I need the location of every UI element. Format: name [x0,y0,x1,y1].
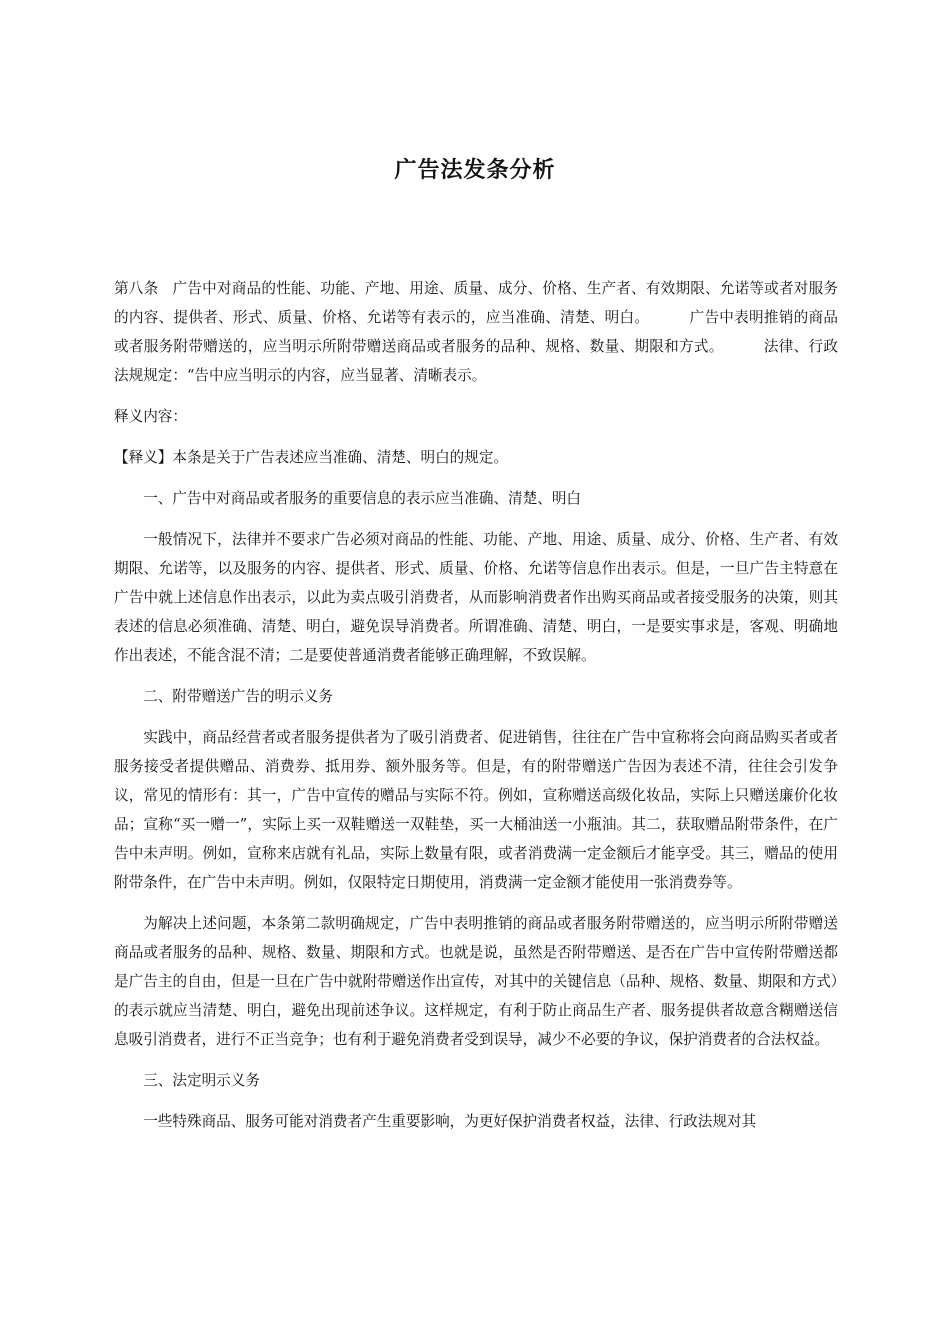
document-body [114,274,838,1148]
interpretation-label: 释义内容： [114,408,187,425]
section-3-paragraph: 一些特殊商品、服务可能对消费者产生重要影响，为更好保护消费者权益，法律、行政法规对其 [143,1113,757,1130]
document-title: 广告法发条分析 [394,158,556,183]
section-2-paragraph: 实践中，商品经营者或者服务提供者为了吸引消费者、促进销售，往往在广告中宣称将会向商品购买者或者服务接受者提供赠品、消费券、抵用券、额外服务等。但是，有的附带赠送广告因为表述不清，往往会引发争议，常见的情形有：其一，广告中宣传的赠品与实际不符。例如，宣称赠送高级化妆品，实际上只赠送廉价化妆品；宣称“买一赠一”，实际上买一双鞋赠送一双鞋垫，买一大桶油送一小瓶油。其二，获取赠品附带条件，在广告中未声明。例如，宣称来店就有礼品，实际上数量有限，或者消费满一定金额后才能享受。其三，赠品的使用附带条件，在广告中未声明。例如，仅限特定日期使用，消费满一定金额才能使用一张消费券等。 [114,729,838,891]
article-text-3: 法律、行政法规规定：“告中应当明示的内容，应当显著、清晰表示。 [114,338,838,384]
interpretation-intro: 【释义】本条是关于广告表述应当准确、清楚、明白的规定。 [114,449,509,466]
section-1-paragraph: 一般情况下，法律并不要求广告必须对商品的性能、功能、产地、用途、质量、成分、价格、生产者、有效期限、允诺等，以及服务的内容、提供者、形式、质量、价格、允诺等信息作出表示。但是，一旦广告主特意在广告中就上述信息作出表示，以此为卖点吸引消费者，从而影响消费者作出购买商品或者接受服务的决策，则其表述的信息必须准确、清楚、明白，避免误导消费者。所谓准确、清楚、明白，一是要实事求是，客观、明确地作出表述，不能含混不清；二是要使普通消费者能够正确理解，不致误解。 [114,531,838,664]
article-label: 第八条 [114,280,159,297]
section-2-heading: 二、附带赠送广告的明示义务 [143,688,333,705]
section-2-paragraph: 为解决上述问题，本条第二款明确规定，广告中表明推销的商品或者服务附带赠送的，应当明示所附带赠送商品或者服务的品种、规格、数量、期限和方式。也就是说，虽然是否附带赠送、是否在广告中宣传附带赠送都是广告主的自由，但是一旦在广告中就附带赠送作出宣传，对其中的关键信息（品种、规格、数量、期限和方式）的表示就应当清楚、明白，避免出现前述争议。这样规定，有利于防止商品生产者、服务提供者故意含糊赠送信息吸引消费者，进行不正当竞争；也有利于避免消费者受到误导，减少不必要的争议，保护消费者的合法权益。 [114,915,838,1048]
article-paragraph [114,274,838,390]
article-text-1: 广告中对商品的性能、功能、产地、用途、质量、成分、价格、生产者、有效期限、允诺等或者对服务的内容、提供者、形式、质量、价格、允诺等有表示的，应当准确、清楚、明白。 [114,280,838,326]
article-text-2: 广告中表明推销的商品或者服务附带赠送的，应当明示所附带赠送商品或者服务的品种、规格、数量、期限和方式。 [114,309,838,355]
section-1-heading: 一、广告中对商品或者服务的重要信息的表示应当准确、清楚、明白 [143,490,582,507]
section-3-heading: 三、法定明示义务 [143,1072,260,1089]
